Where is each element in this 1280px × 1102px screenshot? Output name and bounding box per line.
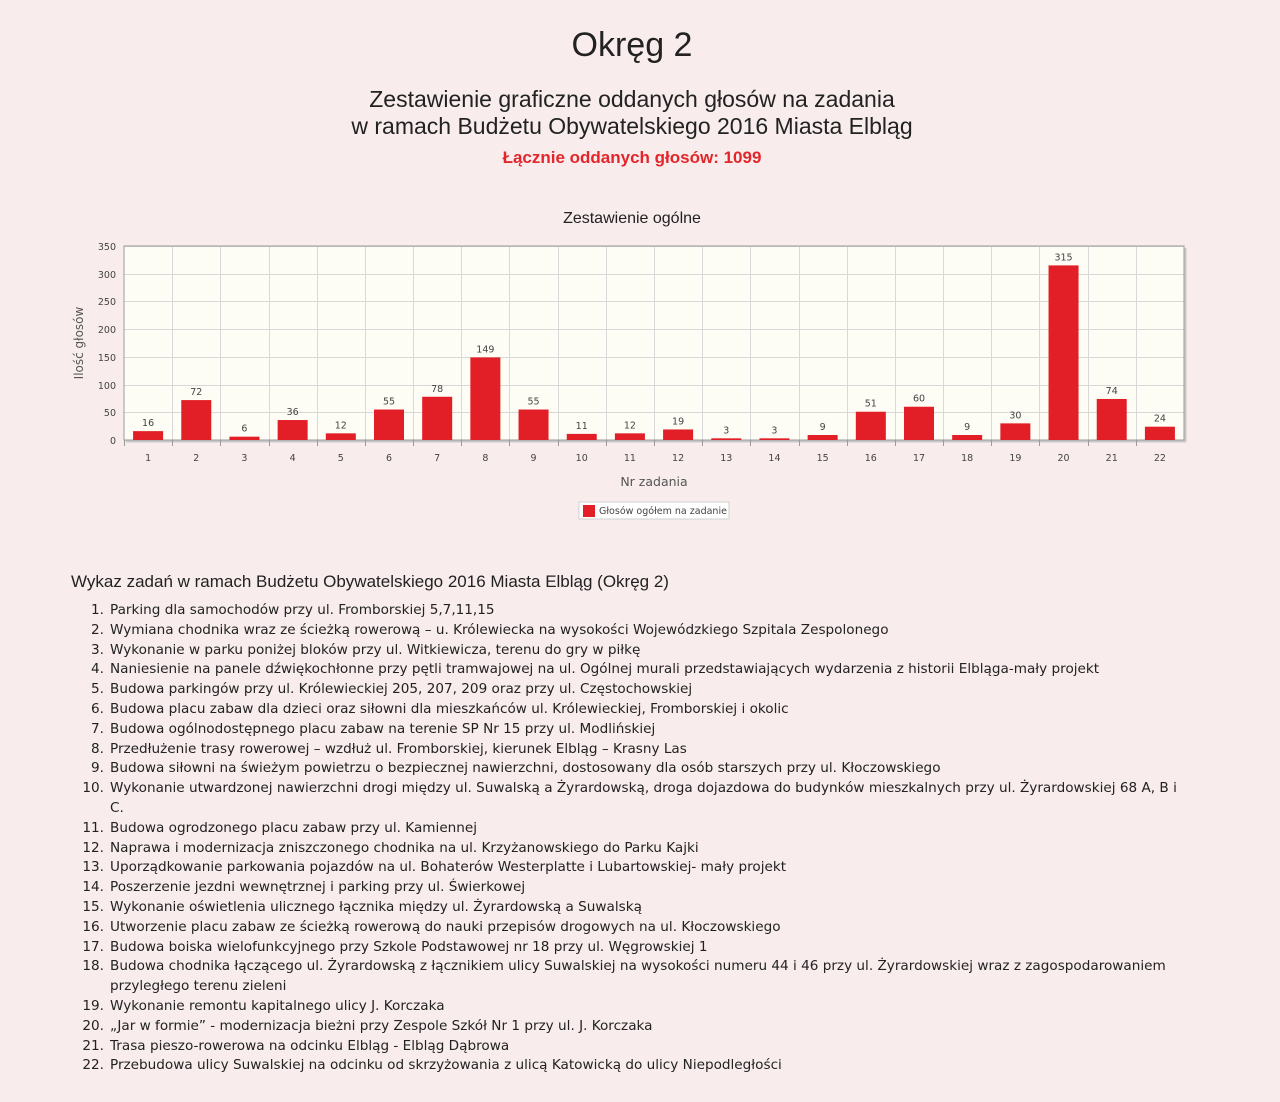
task-number: 3.: [91, 641, 104, 658]
bar-value-label: 16: [142, 418, 155, 430]
x-tick-label: 2: [193, 453, 200, 464]
task-number: 13.: [82, 859, 104, 876]
bar-value-label: 55: [527, 396, 540, 408]
bar: [615, 433, 645, 440]
bar: [181, 400, 211, 440]
task-list-item: [72, 621, 1192, 641]
x-tick-label: 3: [241, 453, 248, 464]
bar: [759, 438, 789, 440]
task-list-item: [72, 898, 1192, 918]
bar: [519, 410, 549, 440]
task-list-item: [72, 839, 1192, 859]
page-subtitle: [0, 86, 1264, 140]
task-text: Budowa placu zabaw dla dzieci oraz siłowni dla mieszkańców ul. Królewieckiej, Fromborskiej i okolic: [110, 700, 789, 717]
x-tick-label: 6: [385, 453, 393, 464]
x-axis-label: Nr zadania: [620, 474, 688, 489]
task-list: [72, 601, 1192, 1076]
y-tick-label: 350: [97, 242, 116, 253]
task-list-item: [72, 740, 1192, 760]
task-number: 1.: [91, 602, 104, 618]
bar-value-label: 6: [241, 423, 248, 435]
bar: [567, 434, 597, 440]
x-tick-label: 7: [434, 453, 441, 464]
bar-value-label: 12: [623, 420, 636, 432]
task-number: 8.: [91, 740, 104, 757]
bar: [374, 410, 404, 440]
task-number: 9.: [91, 760, 104, 777]
x-tick-label: 9: [530, 453, 537, 464]
x-tick-label: 21: [1105, 453, 1118, 464]
task-text: Budowa ogólnodostępnego placu zabaw na terenie SP Nr 15 przy ul. Modlińskiej: [110, 720, 656, 737]
bar-value-label: 3: [771, 425, 778, 437]
x-tick-label: 11: [623, 453, 636, 464]
task-number: 12.: [82, 839, 104, 856]
bar: [952, 435, 982, 440]
task-text: Wykonanie utwardzonej nawierzchni drogi między ul. Suwalską a Żyrardowską, droga dojazdowa do budynków mieszkalnych przy ul. Żyrardowskiej 68 A, B i C.: [110, 780, 1177, 816]
task-list-item: [72, 878, 1192, 898]
bar: [1000, 423, 1030, 440]
y-tick-label: 250: [97, 297, 116, 308]
task-list-item: [72, 819, 1192, 839]
task-number: 6.: [91, 700, 104, 717]
legend-label: Głosów ogółem na zadanie: [599, 506, 727, 517]
bar: [133, 431, 163, 440]
bar: [904, 407, 934, 440]
bar-value-label: 9: [964, 422, 971, 434]
bar: [1049, 265, 1079, 440]
bar-value-label: 9: [819, 422, 826, 434]
task-list-item: [72, 759, 1192, 779]
bar-value-label: 36: [286, 407, 299, 419]
bar-value-label: 315: [1054, 252, 1073, 264]
task-text: Przedłużenie trasy rowerowej – wzdłuż ul. Fromborskiej, kierunek Elbląg – Krasny Las: [110, 740, 687, 757]
y-axis-label: Ilość głosów: [72, 306, 86, 380]
task-list-item: [72, 720, 1192, 740]
task-list-item: [72, 1037, 1192, 1057]
y-tick-label: 50: [103, 408, 116, 419]
bar-value-label: 51: [864, 398, 877, 410]
task-number: 19.: [82, 997, 104, 1014]
page-title: Okręg 2: [571, 26, 693, 64]
bar: [808, 435, 838, 440]
task-text: Przebudowa ulicy Suwalskiej na odcinku od skrzyżowania z ulicą Katowicką do ulicy Niepodległości: [110, 1057, 782, 1074]
task-number: 11.: [82, 819, 104, 836]
bar-value-label: 78: [431, 383, 444, 395]
task-number: 2.: [91, 621, 104, 638]
bar-value-label: 55: [382, 396, 396, 408]
task-number: 16.: [82, 918, 104, 935]
task-list-item: [72, 938, 1192, 958]
task-list-item: [72, 601, 1192, 621]
bar: [711, 438, 741, 440]
task-list-item: [72, 957, 1192, 997]
task-number: 15.: [82, 898, 104, 915]
task-text: Budowa ogrodzonego placu zabaw przy ul. Kamiennej: [110, 819, 478, 836]
chart-title: Zestawienie ogólne: [563, 210, 701, 227]
task-text: Wykonanie remontu kapitalnego ulicy J. Korczaka: [110, 997, 445, 1014]
task-text: Parking dla samochodów przy ul. Fromborskiej 5,7,11,15: [110, 602, 495, 618]
task-list-item: [72, 1056, 1192, 1076]
x-tick-label: 4: [289, 453, 296, 464]
task-number: 4.: [91, 661, 104, 678]
task-text: Utworzenie placu zabaw ze ścieżką rowerową do nauki przepisów drogowych na ul. Kłoczowskiego: [110, 918, 781, 935]
bar: [663, 429, 693, 440]
bar-value-label: 19: [672, 416, 685, 428]
legend-swatch: [583, 505, 595, 517]
x-tick-label: 8: [482, 453, 489, 464]
x-tick-label: 10: [575, 453, 588, 464]
chart-legend: [579, 502, 729, 519]
subtitle-line-2: w ramach Budżetu Obywatelskiego 2016 Miasta Elbląg: [351, 113, 913, 139]
y-tick-label: 100: [97, 381, 116, 392]
bar-value-label: 30: [1009, 410, 1022, 422]
task-list-item: [72, 779, 1192, 819]
task-list-item: [72, 700, 1192, 720]
bar: [278, 420, 308, 440]
bar-value-label: 60: [912, 393, 926, 405]
bar-value-label: 12: [334, 420, 347, 432]
task-number: 14.: [82, 879, 104, 896]
x-tick-label: 13: [720, 453, 733, 464]
task-number: 20.: [82, 1017, 104, 1034]
bar: [326, 433, 356, 440]
bar: [229, 437, 259, 440]
bar-value-label: 149: [476, 344, 495, 356]
x-tick-label: 18: [961, 453, 974, 464]
y-tick-label: 0: [109, 436, 116, 447]
task-list-item: [72, 858, 1192, 878]
bar-value-label: 74: [1105, 385, 1118, 397]
task-number: 18.: [82, 958, 104, 975]
x-tick-label: 22: [1153, 453, 1166, 464]
task-list-heading: Wykaz zadań w ramach Budżetu Obywatelskiego 2016 Miasta Elbląg (Okręg 2): [71, 572, 669, 591]
y-tick-label: 150: [97, 353, 116, 364]
y-tick-label: 300: [97, 270, 116, 281]
x-tick-label: 1: [145, 453, 152, 464]
task-number: 10.: [82, 780, 104, 797]
task-list-item: [72, 997, 1192, 1017]
subtitle-line-1: Zestawienie graficzne oddanych głosów na zadania: [369, 86, 895, 112]
x-tick-label: 12: [672, 453, 685, 464]
task-number: 22.: [82, 1057, 104, 1074]
task-text: Wykonanie w parku poniżej bloków przy ul. Witkiewicza, terenu do gry w piłkę: [110, 641, 641, 658]
task-text: Poszerzenie jezdni wewnętrznej i parking przy ul. Świerkowej: [110, 879, 526, 896]
task-list-item: [72, 641, 1192, 661]
x-tick-label: 15: [816, 453, 829, 464]
task-text: „Jar w formie” - modernizacja bieżni przy Zespole Szkół Nr 1 przy ul. J. Korczaka: [110, 1017, 653, 1034]
task-text: Wykonanie oświetlenia ulicznego łącznika między ul. Żyrardowską a Suwalską: [110, 898, 642, 915]
task-list-item: [72, 918, 1192, 938]
task-text: Naniesienie na panele dźwiękochłonne przy pętli tramwajowej na ul. Ogólnej murali przedstawiających wydarzenia z historii Elbląga-mały projekt: [110, 661, 1100, 678]
task-list-item: [72, 680, 1192, 700]
bar-value-label: 11: [575, 420, 588, 432]
task-text: Budowa siłowni na świeżym powietrzu o bezpiecznej nawierzchni, dostosowany dla osób starszych przy ul. Kłoczowskiego: [110, 760, 941, 777]
task-number: 21.: [82, 1037, 104, 1054]
x-tick-label: 19: [1009, 453, 1022, 464]
x-tick-label: 14: [768, 453, 781, 464]
task-text: Budowa chodnika łączącego ul. Żyrardowską z łącznikiem ulicy Suwalskiej na wysokości numeru 44 i 46 przy ul. Żyrardowskiej wraz z zagospodarowaniem przyległego terenu zieleni: [110, 958, 1166, 995]
task-number: 7.: [91, 720, 104, 737]
task-list-item: [72, 1017, 1192, 1037]
task-text: Budowa parkingów przy ul. Królewieckiej 205, 207, 209 oraz przy ul. Częstochowskiej: [110, 681, 693, 698]
bar-value-label: 24: [1153, 413, 1166, 425]
bar: [1097, 399, 1127, 440]
task-text: Naprawa i modernizacja zniszczonego chodnika na ul. Krzyżanowskiego do Parku Kajki: [110, 839, 699, 856]
task-list-item: [72, 660, 1192, 680]
task-text: Uporządkowanie parkowania pojazdów na ul. Bohaterów Westerplatte i Lubartowskiej- mały projekt: [110, 859, 787, 876]
x-tick-label: 5: [337, 453, 344, 464]
task-number: 5.: [91, 681, 104, 698]
task-text: Budowa boiska wielofunkcyjnego przy Szkole Podstawowej nr 18 przy ul. Węgrowskiej 1: [110, 938, 708, 955]
bar: [422, 397, 452, 440]
task-number: 17.: [82, 938, 104, 955]
votes-chart: [0, 190, 1280, 530]
x-tick-label: 17: [912, 453, 926, 464]
total-votes: Łącznie oddanych głosów: 1099: [502, 148, 762, 167]
x-tick-label: 20: [1057, 453, 1070, 464]
bar: [1145, 427, 1175, 440]
bar-value-label: 72: [190, 387, 203, 399]
bar: [856, 412, 886, 440]
bar: [470, 357, 500, 440]
bar-value-label: 3: [723, 425, 730, 437]
task-text: Wymiana chodnika wraz ze ścieżką rowerową – u. Królewiecka na wysokości Wojewódzkiego Szpitala Zespolonego: [110, 621, 889, 638]
task-text: Trasa pieszo-rowerowa na odcinku Elbląg - Elbląg Dąbrowa: [110, 1037, 510, 1054]
x-tick-label: 16: [864, 453, 877, 464]
y-tick-label: 200: [97, 325, 116, 336]
